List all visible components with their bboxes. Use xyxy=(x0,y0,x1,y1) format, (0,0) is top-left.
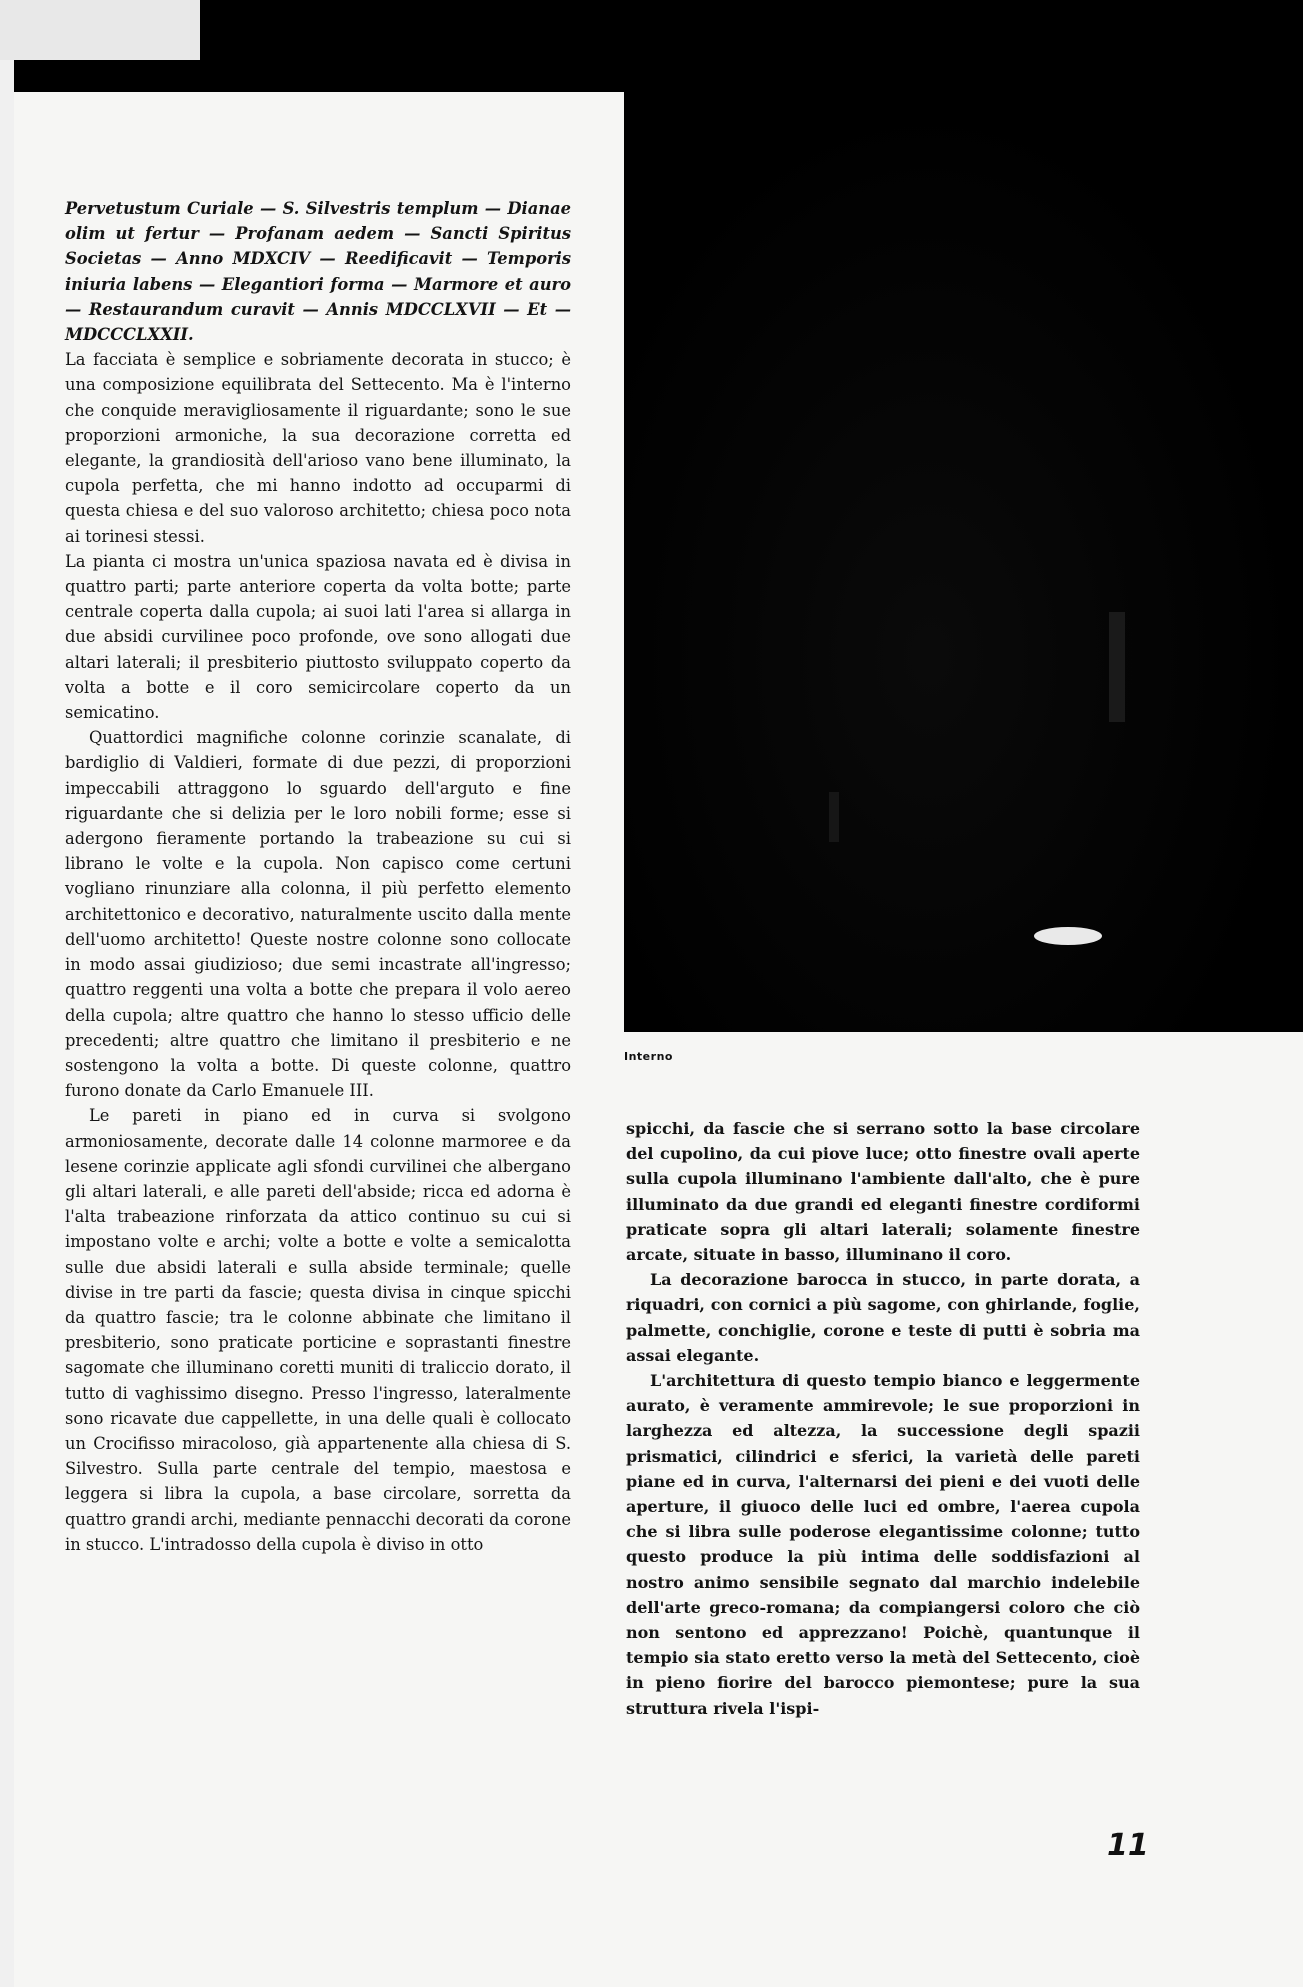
photo-detail xyxy=(829,792,839,842)
right-column xyxy=(626,1116,1140,1721)
paragraph: Quattordici magnifiche colonne corinzie scanalate, di bardiglio di Valdieri, formate di due pezzi, di proporzioni impeccabili attraggono lo sguardo dell'arguto e fine riguardante che si delizia per le loro nobili forme; esse si adergono fieramente portando la trabeazione su cui si librano le volte e la cupola. Non capisco come certuni vogliano rinunziare alla colonna, il più perfetto elemento architettonico e decorativo, naturalmente uscito dalla mente dell'uomo architetto! Queste nostre colonne sono collocate in modo assai giudizioso; due semi incastrate all'ingresso; quattro reggenti una volta a botte che prepara il volo aereo della cupola; altre quattro che hanno lo stesso ufficio delle precedenti; altre quattro che limitano il presbiterio e ne sostengono la volta a botte. Di queste colonne, quattro furono donate da Carlo Emanuele III. xyxy=(65,728,571,1101)
interior-photo xyxy=(624,92,1303,1032)
paragraph: La pianta ci mostra un'unica spaziosa navata ed è divisa in quattro parti; parte anteriore coperta da volta botte; parte centrale coperta dalla cupola; ai suoi lati l'area si allarga in due absidi curvilinee poco profonde, ove sono allogati due altari laterali; il presbiterio piuttosto sviluppato coperto da volta a botte e il coro semicircolare coperto da un semicatino. xyxy=(65,551,571,723)
photo-caption: Interno xyxy=(624,1050,673,1063)
paragraph: L'architettura di questo tempio bianco e leggermente aurato, è veramente ammirevole; le sue proporzioni in larghezza ed altezza, la successione degli spazii prismatici, cilindrici e sferici, la varietà delle pareti piane ed in curva, l'alternarsi dei pieni e dei vuoti delle aperture, il giuoco delle luci ed ombre, l'aerea cupola che si libra sulle poderose elegantissime colonne; tutto questo produce la più intima delle soddisfazioni al nostro animo sensibile segnato dal marchio indelebile dell'arte greco-romana; da compiangersi coloro che ciò non sentono ed apprezzano! Poichè, quantunque il tempio sia stato eretto verso la metà del Settecento, cioè in pieno fiorire del barocco piemontese; pure la sua struttura rivela l'ispi- xyxy=(626,1371,1140,1718)
photo-detail xyxy=(1109,612,1125,722)
latin-inscription: Pervetustum Curiale — S. Silvestris templum — Dianae olim ut fertur — Profanam aedem — Sancti Spiritus Societas — Anno MDXCIV — Reedificavit — Temporis iniuria labens — Elegantiori forma — Marmore et auro — Restaurandum curavit — Annis MDCCLXVII — Et — MDCCCLXXII. xyxy=(65,199,571,345)
scan-left-edge xyxy=(0,60,14,1987)
photo-highlight xyxy=(1034,927,1102,945)
paragraph: spicchi, da fascie che si serrano sotto la base circolare del cupolino, da cui piove luce; otto finestre ovali aperte sulla cupola illuminano l'ambiente dall'alto, che è pure illuminato da due grandi ed eleganti finestre cordiformi praticate sopra gli altari laterali; solamente finestre arcate, situate in basso, illuminano il coro. xyxy=(626,1119,1140,1265)
paragraph: La decorazione barocca in stucco, in parte dorata, a riquadri, con cornici a più sagome, con ghirlande, foglie, palmette, conchiglie, corone e teste di putti è sobria ma assai elegante. xyxy=(626,1270,1140,1365)
scan-margin xyxy=(0,0,200,60)
page-number: 11 xyxy=(1107,1828,1149,1863)
paragraph: La facciata è semplice e sobriamente decorata in stucco; è una composizione equilibrata del Settecento. Ma è l'interno che conquide meravigliosamente il riguardante; sono le sue proporzioni armoniche, la sua decorazione corretta ed elegante, la grandiosità dell'arioso vano bene illuminato, la cupola perfetta, che mi hanno indotto ad occuparmi di questa chiesa e del suo valoroso architetto; chiesa poco nota ai torinesi stessi. xyxy=(65,350,571,546)
left-column xyxy=(65,196,571,1557)
paragraph: Le pareti in piano ed in curva si svolgono armoniosamente, decorate dalle 14 colonne marmoree e da lesene corinzie applicate agli sfondi curvilinei che albergano gli altari laterali, e alle pareti dell'abside; ricca ed adorna è l'alta trabeazione rinforzata da attico continuo su cui si impostano volte e archi; volte a botte e volte a semicalotta sulle due absidi laterali e sulla abside terminale; quelle divise in tre parti da fascie; questa divisa in cinque spicchi da quattro fascie; tra le colonne abbinate che limitano il presbiterio, sono praticate porticine e soprastanti finestre sagomate che illuminano coretti muniti di traliccio dorato, il tutto di vaghissimo disegno. Presso l'ingresso, lateralmente sono ricavate due cappellette, in una delle quali è collocato un Crocifisso miracoloso, già appartenente alla chiesa di S. Silvestro. Sulla parte centrale del tempio, maestosa e leggera si libra la cupola, a base circolare, sorretta da quattro grandi archi, mediante pennacchi decorati da corone in stucco. L'intradosso della cupola è diviso in otto xyxy=(65,1106,571,1554)
